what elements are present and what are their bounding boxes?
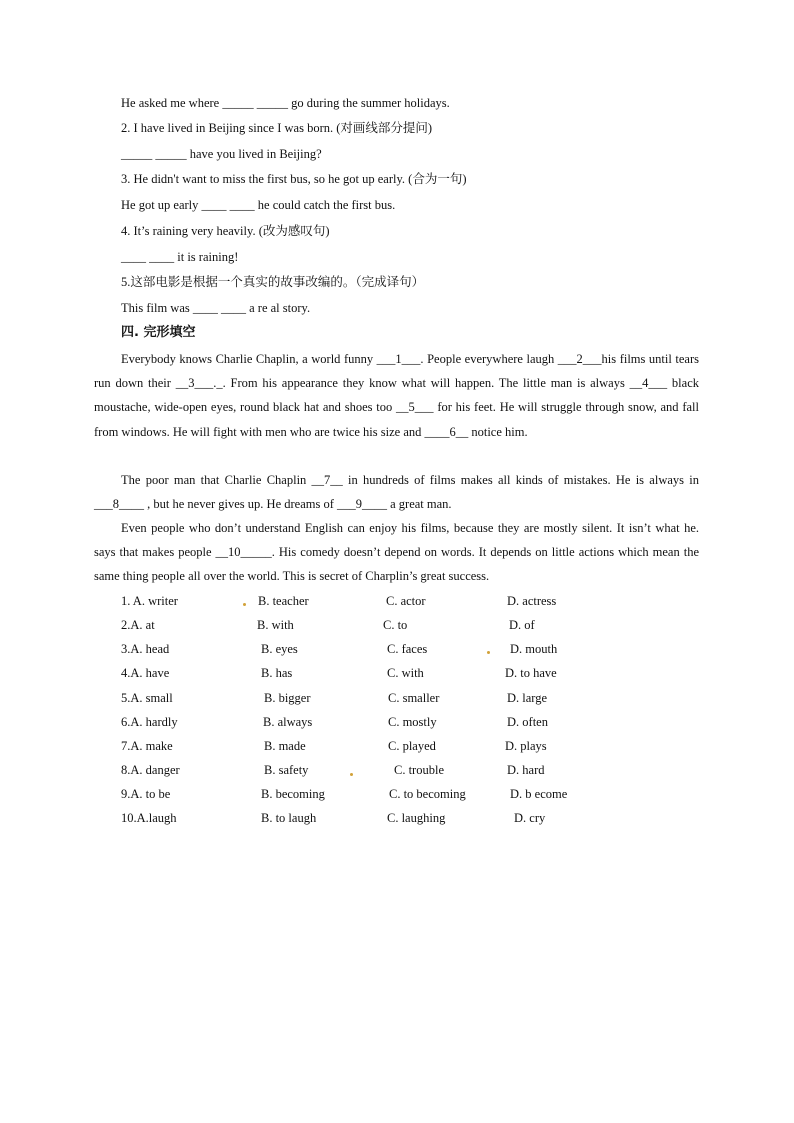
option-3d: D. mouth (510, 642, 558, 656)
option-2a: 2.A. at (121, 618, 155, 632)
option-10c: C. laughing (387, 811, 446, 825)
option-5a: 5.A. small (121, 691, 173, 705)
option-10a: 10.A.laugh (121, 811, 177, 825)
section-heading: 四. 完形填空 (121, 325, 196, 340)
option-5c: C. smaller (388, 691, 440, 705)
option-7d: D. plays (505, 739, 547, 753)
option-8c: C. trouble (394, 763, 444, 777)
option-1a: 1. A. writer (121, 594, 178, 608)
option-5d: D. large (507, 691, 548, 705)
option-3c: C. faces (387, 642, 428, 656)
option-4a: 4.A. have (121, 666, 170, 680)
option-2d: D. of (509, 618, 535, 632)
option-2c: C. to (383, 618, 408, 632)
option-8a: 8.A. danger (121, 763, 180, 777)
exercise-line-8: 5.这部电影是根据一个真实的故事改编的。（完成译句） (121, 275, 425, 289)
option-6a: 6.A. hardly (121, 715, 178, 729)
option-3b: B. eyes (261, 642, 298, 656)
passage-paragraph-3: Even people who don’t understand English can enjoy his films, because they are mostly silent. It isn’t what he. says that makes people __10_____. His comedy doesn’t depend on words. It depends on little actions which mean the same thing people all over the world. This is secret of Charplin’s great success. (94, 521, 699, 584)
option-7a: 7.A. make (121, 739, 173, 753)
option-3a: 3.A. head (121, 642, 170, 656)
exercise-line-2: 2. I have lived in Beijing since I was born. (对画线部分提问) (121, 121, 433, 135)
option-1d: D. actress (507, 594, 557, 608)
option-8b: B. safety (264, 763, 309, 777)
exercise-line-9: This film was ____ ____ a re al story. (121, 301, 311, 315)
option-8d: D. hard (507, 763, 545, 777)
exercise-line-7: ____ ____ it is raining! (121, 250, 239, 264)
option-1c: C. actor (386, 594, 426, 608)
option-4d: D. to have (505, 666, 557, 680)
exercise-line-6: 4. It’s raining very heavily. (改为感叹句) (121, 224, 330, 238)
exercise-line-4: 3. He didn't want to miss the first bus, so he got up early. (合为一句) (121, 172, 467, 186)
option-7c: C. played (388, 739, 436, 753)
decorative-dot (350, 773, 353, 776)
option-5b: B. bigger (264, 691, 311, 705)
option-6c: C. mostly (388, 715, 437, 729)
option-9b: B. becoming (261, 787, 325, 801)
passage-paragraph-1: Everybody knows Charlie Chaplin, a world funny ___1___. People everywhere laugh ___2___his films until tears run down their __3___._. From his appearance they know what will happen. The little man is always __4___ black moustache, wide-open eyes, round black hat and shoes too __5___ for his feet. He will struggle through snow, and fall from windows. He will fight with men who are twice his size and ____6__ notice him. (94, 352, 699, 439)
option-9c: C. to becoming (389, 787, 466, 801)
decorative-dot (243, 603, 246, 606)
option-6b: B. always (263, 715, 313, 729)
option-4b: B. has (261, 666, 293, 680)
passage-paragraph-2: The poor man that Charlie Chaplin __7__ in hundreds of films makes all kinds of mistakes. He is always in ___8____ , but he never gives up. He dreams of ___9____ a great man. (94, 473, 699, 512)
exercise-line-3: _____ _____ have you lived in Beijing? (121, 147, 322, 161)
option-9d: D. b ecome (510, 787, 568, 801)
option-7b: B. made (264, 739, 306, 753)
exercise-line-1: He asked me where _____ _____ go during the summer holidays. (121, 96, 450, 110)
option-10d: D. cry (514, 811, 546, 825)
option-2b: B. with (257, 618, 294, 632)
option-1b: B. teacher (258, 594, 309, 608)
decorative-dot (487, 651, 490, 654)
exercise-line-5: He got up early ____ ____ he could catch the first bus. (121, 198, 396, 212)
option-10b: B. to laugh (261, 811, 317, 825)
option-6d: D. often (507, 715, 548, 729)
option-9a: 9.A. to be (121, 787, 171, 801)
option-4c: C. with (387, 666, 424, 680)
